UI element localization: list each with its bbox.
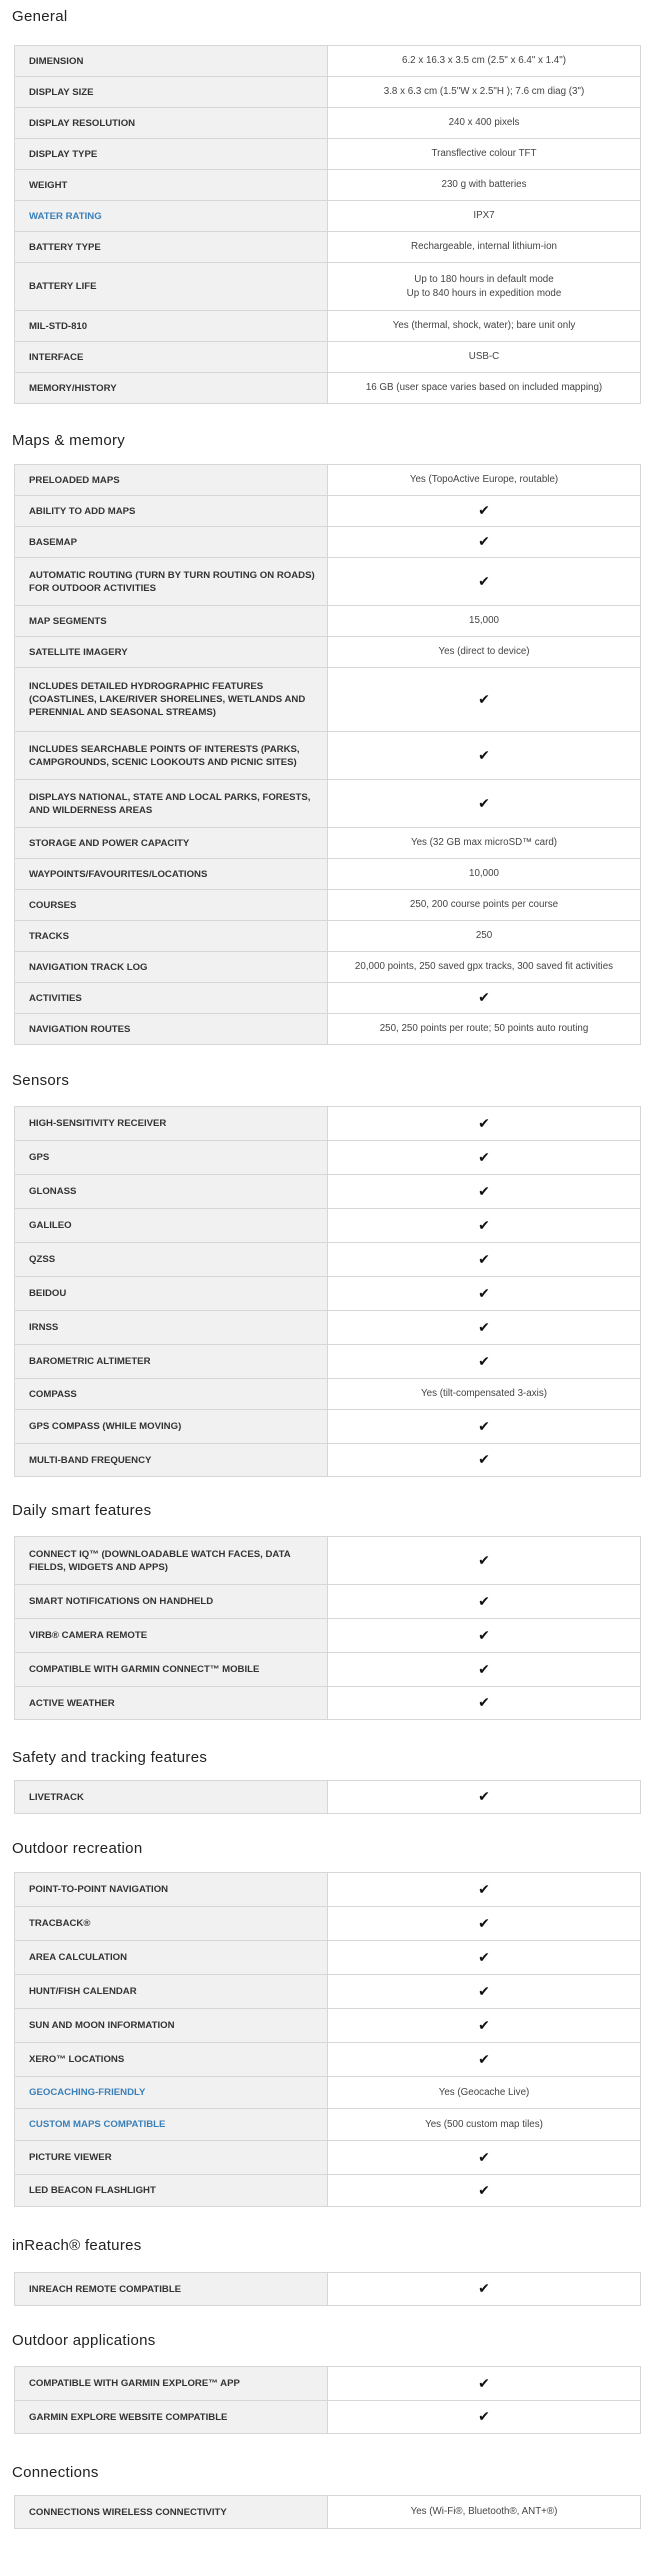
- spec-row-includes-searchable-points-of-interests-parks-campgrounds-scenic-lookouts-and-picnic-sites: [15, 732, 640, 780]
- spec-label: BASEMAP: [15, 527, 328, 557]
- spec-value: [328, 1311, 640, 1344]
- check-icon: ✔: [478, 1285, 490, 1302]
- spec-label: POINT-TO-POINT NAVIGATION: [15, 1873, 328, 1906]
- spec-label: BEIDOU: [15, 1277, 328, 1310]
- spec-row-activities: [15, 983, 640, 1014]
- check-icon: ✔: [478, 1452, 490, 1468]
- spec-label: BATTERY LIFE: [15, 263, 328, 310]
- spec-label: INTERFACE: [15, 342, 328, 372]
- spec-row-area-calculation: [15, 1941, 640, 1975]
- spec-value: [328, 828, 640, 858]
- check-icon: ✔: [478, 990, 490, 1006]
- spec-value-text: 250: [475, 930, 493, 941]
- spec-label: INCLUDES DETAILED HYDROGRAPHIC FEATURES (COASTLINES, LAKE/RIVER SHORELINES, WETLANDS AND PERENNIAL AND SEASONAL STREAMS): [15, 668, 328, 731]
- spec-row-tracback: [15, 1907, 640, 1941]
- spec-row-sun-and-moon-information: [15, 2009, 640, 2043]
- spec-label: DISPLAY SIZE: [15, 77, 328, 107]
- section-title-safety: Safety and tracking features: [12, 1749, 208, 1766]
- check-icon: ✔: [478, 691, 490, 708]
- spec-table-outdoor: [14, 1872, 641, 2207]
- spec-value-text: 230 g with batteries: [441, 179, 527, 190]
- spec-row-beidou: [15, 1277, 640, 1311]
- spec-label: WEIGHT: [15, 170, 328, 200]
- spec-label: IRNSS: [15, 1311, 328, 1344]
- spec-label: GARMIN EXPLORE WEBSITE COMPATIBLE: [15, 2401, 328, 2433]
- spec-label: COMPATIBLE WITH GARMIN EXPLORE™ APP: [15, 2367, 328, 2400]
- spec-label: NAVIGATION TRACK LOG: [15, 952, 328, 982]
- spec-row-weight: [15, 170, 640, 201]
- spec-label: MEMORY/HISTORY: [15, 373, 328, 403]
- spec-label: AREA CALCULATION: [15, 1941, 328, 1974]
- spec-label: DISPLAY RESOLUTION: [15, 108, 328, 138]
- spec-row-compatible-with-garmin-connect-mobile: [15, 1653, 640, 1687]
- section-title-apps: Outdoor applications: [12, 2332, 156, 2349]
- spec-value: [328, 732, 640, 779]
- spec-value: [328, 606, 640, 636]
- spec-label[interactable]: CUSTOM MAPS COMPATIBLE: [15, 2109, 328, 2140]
- spec-value-text: Yes (Geocache Live): [438, 2086, 530, 2098]
- spec-label: COMPATIBLE WITH GARMIN CONNECT™ MOBILE: [15, 1653, 328, 1686]
- spec-value: [328, 1345, 640, 1378]
- section-title-smart: Daily smart features: [12, 1502, 152, 1519]
- spec-table-smart: [14, 1536, 641, 1720]
- spec-value: [328, 1444, 640, 1476]
- spec-label: COURSES: [15, 890, 328, 920]
- spec-value: [328, 2496, 640, 2528]
- spec-value: [328, 1175, 640, 1208]
- section-title-inreach: inReach® features: [12, 2237, 142, 2254]
- spec-value: [328, 1873, 640, 1906]
- check-icon: ✔: [478, 1319, 490, 1336]
- spec-label[interactable]: GEOCACHING-FRIENDLY: [15, 2077, 328, 2108]
- check-icon: ✔: [478, 2149, 490, 2166]
- check-icon: ✔: [478, 1183, 490, 1200]
- spec-value: [328, 1941, 640, 1974]
- spec-label: ACTIVE WEATHER: [15, 1687, 328, 1719]
- spec-row-multi-band-frequency: [15, 1444, 640, 1477]
- spec-value: [328, 139, 640, 169]
- spec-label: WAYPOINTS/FAVOURITES/LOCATIONS: [15, 859, 328, 889]
- check-icon: ✔: [478, 1251, 490, 1268]
- spec-value: [328, 952, 640, 982]
- spec-row-irnss: [15, 1311, 640, 1345]
- spec-row-livetrack: [15, 1781, 640, 1814]
- spec-value-text: Yes (Wi-Fi®, Bluetooth®, ANT+®): [410, 2506, 558, 2517]
- spec-value: [328, 2401, 640, 2433]
- spec-label[interactable]: WATER RATING: [15, 201, 328, 231]
- spec-row-hunt-fish-calendar: [15, 1975, 640, 2009]
- spec-label: INREACH REMOTE COMPATIBLE: [15, 2273, 328, 2305]
- spec-value: [328, 1907, 640, 1940]
- spec-value: [328, 170, 640, 200]
- spec-value-text: 16 GB (user space varies based on included mapping): [365, 382, 603, 393]
- check-icon: ✔: [478, 747, 490, 764]
- spec-value: [328, 859, 640, 889]
- check-icon: ✔: [478, 573, 490, 590]
- spec-value: [328, 1537, 640, 1584]
- spec-value: [328, 1379, 640, 1409]
- spec-value: [328, 527, 640, 557]
- check-icon: ✔: [478, 795, 490, 812]
- spec-label: HUNT/FISH CALENDAR: [15, 1975, 328, 2008]
- spec-label: MULTI-BAND FREQUENCY: [15, 1444, 328, 1476]
- spec-row-ability-to-add-maps: [15, 496, 640, 527]
- spec-value-text: Yes (direct to device): [438, 646, 530, 657]
- check-icon: ✔: [478, 2409, 490, 2425]
- spec-row-display-type: [15, 139, 640, 170]
- check-icon: ✔: [478, 1115, 490, 1132]
- spec-value: [328, 311, 640, 341]
- spec-value-text: 10,000: [469, 868, 499, 879]
- spec-label: GPS: [15, 1141, 328, 1174]
- spec-value: [328, 201, 640, 231]
- spec-row-garmin-explore-website-compatible: [15, 2401, 640, 2434]
- spec-value-text: 20,000 points, 250 saved gpx tracks, 300 saved fit activities: [354, 961, 614, 972]
- spec-table-safety: [14, 1780, 641, 1814]
- spec-row-basemap: [15, 527, 640, 558]
- spec-value: [328, 780, 640, 827]
- spec-label: COMPASS: [15, 1379, 328, 1409]
- spec-label: SATELLITE IMAGERY: [15, 637, 328, 667]
- spec-label: DIMENSION: [15, 46, 328, 76]
- spec-label: TRACKS: [15, 921, 328, 951]
- spec-table-general: [14, 45, 641, 404]
- spec-row-led-beacon-flashlight: [15, 2175, 640, 2207]
- spec-value: [328, 637, 640, 667]
- spec-value: [328, 2043, 640, 2076]
- spec-value: [328, 108, 640, 138]
- spec-row-dimension: [15, 46, 640, 77]
- spec-label: MIL-STD-810: [15, 311, 328, 341]
- spec-label: INCLUDES SEARCHABLE POINTS OF INTERESTS (PARKS, CAMPGROUNDS, SCENIC LOOKOUTS AND PICNIC SITES): [15, 732, 328, 779]
- spec-value-text: Yes (thermal, shock, water); bare unit only: [392, 320, 576, 331]
- spec-table-inreach: [14, 2272, 641, 2306]
- spec-value: [328, 1243, 640, 1276]
- check-icon: ✔: [478, 1627, 490, 1644]
- spec-label: VIRB® CAMERA REMOTE: [15, 1619, 328, 1652]
- spec-value-text: Transflective colour TFT: [431, 148, 537, 159]
- spec-label: MAP SEGMENTS: [15, 606, 328, 636]
- spec-label: NAVIGATION ROUTES: [15, 1014, 328, 1044]
- spec-row-tracks: [15, 921, 640, 952]
- spec-row-qzss: [15, 1243, 640, 1277]
- spec-row-display-size: [15, 77, 640, 108]
- spec-value: [328, 2141, 640, 2174]
- spec-row-galileo: [15, 1209, 640, 1243]
- check-icon: ✔: [478, 1983, 490, 2000]
- spec-row-inreach-remote-compatible: [15, 2273, 640, 2306]
- check-icon: ✔: [478, 1661, 490, 1678]
- spec-value: [328, 2009, 640, 2042]
- spec-value: [328, 1619, 640, 1652]
- spec-label: LED BEACON FLASHLIGHT: [15, 2175, 328, 2206]
- section-title-connections: Connections: [12, 2464, 99, 2481]
- spec-value: [328, 1277, 640, 1310]
- spec-row-compatible-with-garmin-explore-app: [15, 2367, 640, 2401]
- spec-value: [328, 921, 640, 951]
- spec-row-navigation-routes: [15, 1014, 640, 1045]
- spec-row-displays-national-state-and-local-parks-forests-and-wilderness-areas: [15, 780, 640, 828]
- spec-value: [328, 465, 640, 495]
- spec-label: AUTOMATIC ROUTING (TURN BY TURN ROUTING ON ROADS) FOR OUTDOOR ACTIVITIES: [15, 558, 328, 605]
- spec-value: [328, 1014, 640, 1044]
- spec-value: [328, 342, 640, 372]
- spec-row-custom-maps-compatible: [15, 2109, 640, 2141]
- check-icon: ✔: [478, 2182, 490, 2199]
- check-icon: ✔: [478, 534, 490, 550]
- spec-value: [328, 668, 640, 731]
- spec-row-preloaded-maps: [15, 465, 640, 496]
- spec-value: [328, 1585, 640, 1618]
- spec-value-text: Yes (500 custom map tiles): [425, 2118, 543, 2130]
- check-icon: ✔: [478, 1695, 490, 1711]
- section-title-maps: Maps & memory: [12, 432, 126, 449]
- spec-value-text: 15,000: [469, 615, 499, 626]
- spec-label: ABILITY TO ADD MAPS: [15, 496, 328, 526]
- spec-row-satellite-imagery: [15, 637, 640, 668]
- spec-label: XERO™ LOCATIONS: [15, 2043, 328, 2076]
- spec-row-mil-std-810: [15, 311, 640, 342]
- spec-value: [328, 1653, 640, 1686]
- section-title-outdoor: Outdoor recreation: [12, 1840, 143, 1857]
- spec-label: TRACBACK®: [15, 1907, 328, 1940]
- spec-value: [328, 2273, 640, 2305]
- spec-row-smart-notifications-on-handheld: [15, 1585, 640, 1619]
- spec-table-maps: [14, 464, 641, 1045]
- spec-row-point-to-point-navigation: [15, 1873, 640, 1907]
- spec-table-sensors: [14, 1106, 641, 1477]
- spec-label: SUN AND MOON INFORMATION: [15, 2009, 328, 2042]
- check-icon: ✔: [478, 1949, 490, 1966]
- spec-row-barometric-altimeter: [15, 1345, 640, 1379]
- spec-value: [328, 1410, 640, 1443]
- check-icon: ✔: [478, 1353, 490, 1370]
- spec-row-battery-life: [15, 263, 640, 311]
- spec-label: BATTERY TYPE: [15, 232, 328, 262]
- spec-value: [328, 1141, 640, 1174]
- spec-row-gps: [15, 1141, 640, 1175]
- spec-label: CONNECT IQ™ (DOWNLOADABLE WATCH FACES, DATA FIELDS, WIDGETS AND APPS): [15, 1537, 328, 1584]
- spec-label: GALILEO: [15, 1209, 328, 1242]
- spec-value: [328, 558, 640, 605]
- spec-value-line: Up to 840 hours in expedition mode: [406, 287, 562, 299]
- spec-value: [328, 77, 640, 107]
- spec-label: GPS COMPASS (WHILE MOVING): [15, 1410, 328, 1443]
- spec-value-text: 250, 200 course points per course: [409, 899, 559, 910]
- spec-row-automatic-routing-turn-by-turn-routing-on-roads-for-outdoor-activities: [15, 558, 640, 606]
- spec-row-memory-history: [15, 373, 640, 404]
- spec-value-line: Up to 180 hours in default mode: [414, 273, 554, 285]
- check-icon: ✔: [478, 1881, 490, 1898]
- check-icon: ✔: [478, 1149, 490, 1166]
- spec-row-active-weather: [15, 1687, 640, 1720]
- spec-value-text: Rechargeable, internal lithium-ion: [411, 241, 557, 252]
- spec-row-display-resolution: [15, 108, 640, 139]
- spec-row-storage-and-power-capacity: [15, 828, 640, 859]
- spec-label: SMART NOTIFICATIONS ON HANDHELD: [15, 1585, 328, 1618]
- spec-label: LIVETRACK: [15, 1781, 328, 1813]
- spec-value: [328, 1107, 640, 1140]
- spec-row-connections-wireless-connectivity: [15, 2496, 640, 2529]
- check-icon: ✔: [478, 2375, 490, 2392]
- spec-value: [328, 496, 640, 526]
- spec-value: [328, 1975, 640, 2008]
- spec-row-battery-type: [15, 232, 640, 263]
- spec-table-connections: [14, 2495, 641, 2529]
- spec-value: [328, 890, 640, 920]
- spec-row-map-segments: [15, 606, 640, 637]
- spec-value-text: 6.2 x 16.3 x 3.5 cm (2.5" x 6.4" x 1.4"): [402, 55, 566, 66]
- spec-label: CONNECTIONS WIRELESS CONNECTIVITY: [15, 2496, 328, 2528]
- spec-row-geocaching-friendly: [15, 2077, 640, 2109]
- spec-row-navigation-track-log: [15, 952, 640, 983]
- check-icon: ✔: [478, 2281, 490, 2297]
- spec-row-includes-detailed-hydrographic-features-coastlines-lake-river-shorelines-wetlands-and-perennial-and-seasonal-streams: [15, 668, 640, 732]
- spec-value: [328, 232, 640, 262]
- spec-value-text: 3.8 x 6.3 cm (1.5"W x 2.5"H ); 7.6 cm diag (3"): [383, 86, 585, 97]
- spec-label: PRELOADED MAPS: [15, 465, 328, 495]
- section-title-general: General: [12, 8, 68, 25]
- check-icon: ✔: [478, 1552, 490, 1569]
- spec-label: PICTURE VIEWER: [15, 2141, 328, 2174]
- check-icon: ✔: [478, 503, 490, 519]
- spec-value: [328, 373, 640, 403]
- check-icon: ✔: [478, 2051, 490, 2068]
- check-icon: ✔: [478, 1915, 490, 1932]
- spec-row-xero-locations: [15, 2043, 640, 2077]
- spec-value-text: IPX7: [473, 210, 495, 221]
- spec-row-interface: [15, 342, 640, 373]
- spec-value-text: Yes (TopoActive Europe, routable): [409, 474, 559, 485]
- spec-value: [328, 983, 640, 1013]
- spec-value-text: 250, 250 points per route; 50 points auto routing: [379, 1023, 589, 1034]
- check-icon: ✔: [478, 2017, 490, 2034]
- spec-value: [328, 46, 640, 76]
- spec-value: [328, 2367, 640, 2400]
- spec-value-text: Yes (32 GB max microSD™ card): [410, 837, 558, 848]
- spec-value: [328, 1781, 640, 1813]
- spec-label: HIGH-SENSITIVITY RECEIVER: [15, 1107, 328, 1140]
- spec-row-virb-camera-remote: [15, 1619, 640, 1653]
- spec-row-picture-viewer: [15, 2141, 640, 2175]
- spec-row-compass: [15, 1379, 640, 1410]
- spec-value: [328, 2077, 640, 2108]
- spec-label: GLONASS: [15, 1175, 328, 1208]
- spec-row-courses: [15, 890, 640, 921]
- check-icon: ✔: [478, 1593, 490, 1610]
- spec-value: [328, 2109, 640, 2140]
- spec-value-text: 240 x 400 pixels: [448, 117, 520, 128]
- spec-row-waypoints-favourites-locations: [15, 859, 640, 890]
- spec-row-glonass: [15, 1175, 640, 1209]
- section-title-sensors: Sensors: [12, 1072, 70, 1089]
- spec-value-text: USB-C: [468, 351, 500, 362]
- check-icon: ✔: [478, 1217, 490, 1234]
- spec-row-gps-compass-while-moving: [15, 1410, 640, 1444]
- spec-value-text: Yes (tilt-compensated 3-axis): [421, 1388, 547, 1399]
- spec-row-connect-iq-downloadable-watch-faces-data-fields-widgets-and-apps: [15, 1537, 640, 1585]
- spec-value: [328, 2175, 640, 2206]
- spec-row-high-sensitivity-receiver: [15, 1107, 640, 1141]
- spec-label: STORAGE AND POWER CAPACITY: [15, 828, 328, 858]
- spec-table-apps: [14, 2366, 641, 2434]
- spec-label: DISPLAYS NATIONAL, STATE AND LOCAL PARKS, FORESTS, AND WILDERNESS AREAS: [15, 780, 328, 827]
- check-icon: ✔: [478, 1789, 490, 1805]
- spec-label: BAROMETRIC ALTIMETER: [15, 1345, 328, 1378]
- spec-label: ACTIVITIES: [15, 983, 328, 1013]
- spec-value: [328, 1209, 640, 1242]
- spec-label: QZSS: [15, 1243, 328, 1276]
- spec-value: [328, 263, 640, 310]
- check-icon: ✔: [478, 1418, 490, 1435]
- spec-row-water-rating: [15, 201, 640, 232]
- spec-label: DISPLAY TYPE: [15, 139, 328, 169]
- spec-value: [328, 1687, 640, 1719]
